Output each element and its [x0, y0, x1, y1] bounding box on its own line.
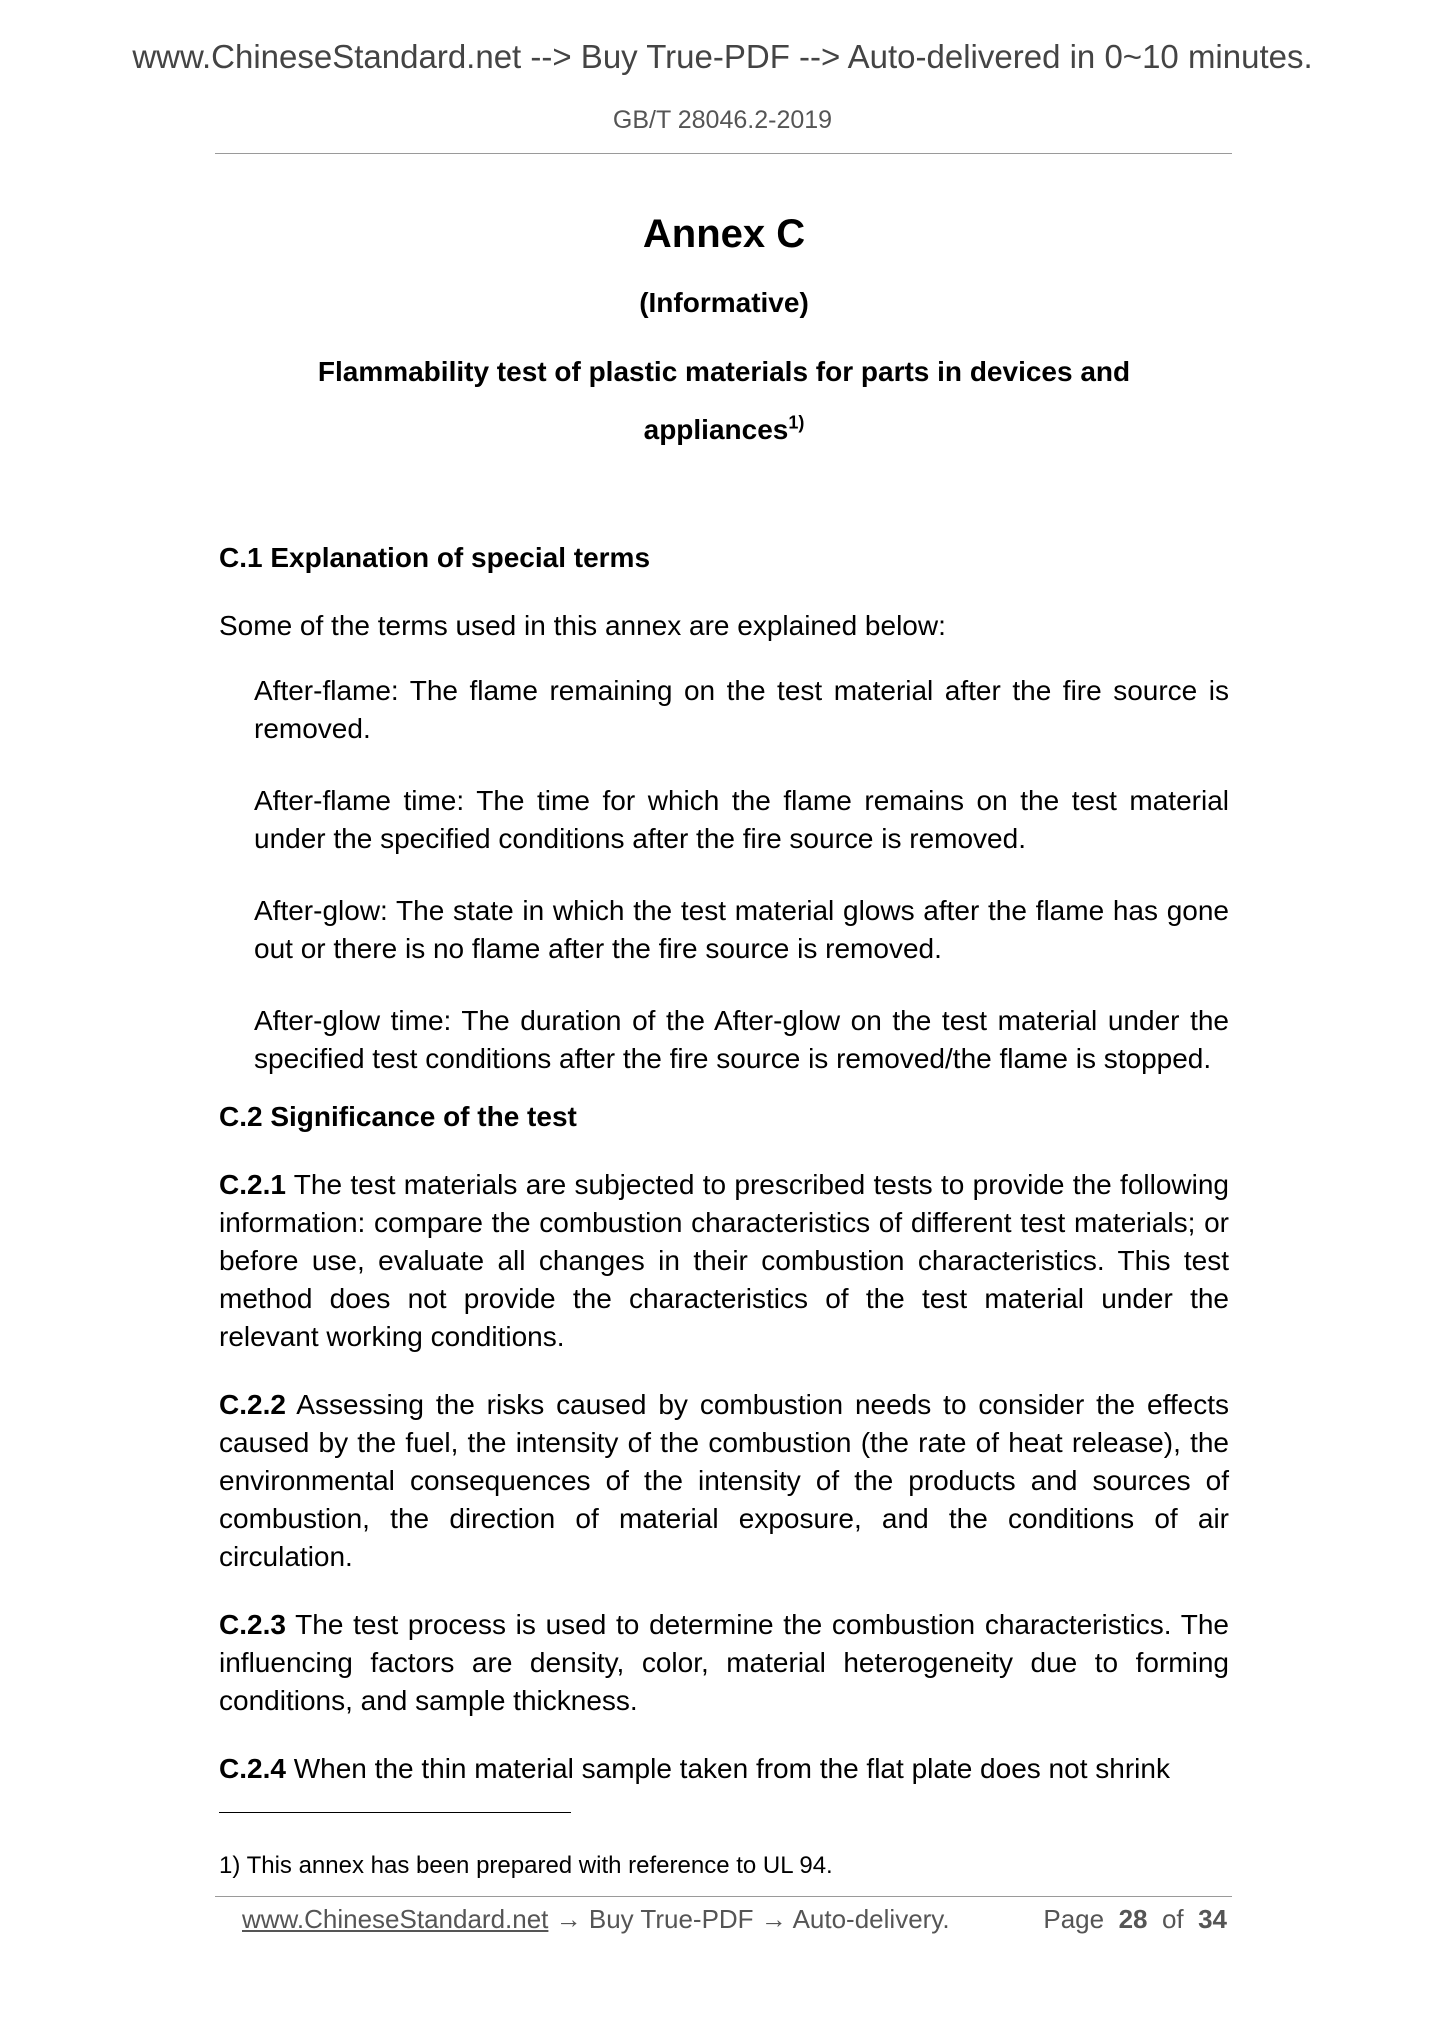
clause-number: C.2.2: [219, 1389, 286, 1420]
annex-title: Annex C: [642, 212, 806, 256]
clause-number: C.2.3: [219, 1609, 286, 1640]
clause-text: The test process is used to determine the combustion characteristics. The influencing factors are density, color, material heterogeneity due to forming conditions, and sample thickness.: [219, 1609, 1229, 1716]
footer-text: → Buy True-PDF → Auto-delivery.: [548, 1904, 950, 1934]
clause-c2-1: [219, 1166, 1229, 1356]
document-code: GB/T 28046.2-2019: [612, 106, 833, 134]
top-banner: www.ChineseStandard.net --> Buy True-PDF --> Auto-delivered in 0~10 minutes.: [132, 38, 1313, 75]
term-after-flame: After-flame: The flame remaining on the test material after the fire source is removed.: [254, 675, 1229, 744]
clause-c2-4: [219, 1750, 1229, 1788]
annex-subtitle: (Informative): [639, 287, 809, 318]
page-indicator: [1043, 1904, 1227, 1935]
footnote-divider: [219, 1812, 571, 1813]
annex-name-line2: [219, 401, 1229, 459]
header-divider: [215, 153, 1232, 154]
clause-c2-3: [219, 1606, 1229, 1720]
footer-site-link[interactable]: www.ChineseStandard.net: [242, 1904, 549, 1934]
section-c1-title: C.1 Explanation of special terms: [219, 542, 651, 573]
footer-divider: [215, 1896, 1232, 1897]
page-footer: [242, 1904, 1227, 1935]
clause-text: When the thin material sample taken from the flat plate does not shrink: [285, 1753, 1170, 1784]
clause-c2-2: [219, 1386, 1229, 1576]
term-after-glow: After-glow: The state in which the test material glows after the flame has gone out or there is no flame after the fire source is removed.: [254, 895, 1229, 964]
page-total: 34: [1198, 1904, 1227, 1934]
page-number: 28: [1118, 1904, 1148, 1934]
clause-text: Assessing the risks caused by combustion needs to consider the effects caused by the fuel, the intensity of the combustion (the rate of heat release), the environmental consequences of the intensity of the products and sources of combustion, the direction of material exposure, and the conditions of air circulation.: [219, 1389, 1229, 1572]
footnote: 1) This annex has been prepared with reference to UL 94.: [219, 1852, 833, 1879]
annex-name-line1: Flammability test of plastic materials for parts in devices and: [317, 356, 1131, 387]
term-after-glow-time: After-glow time: The duration of the After-glow on the test material under the specified test conditions after the fire source is removed/the flame is stopped.: [254, 1005, 1229, 1074]
page-label: Page: [1043, 1904, 1105, 1934]
clause-number: C.2.1: [219, 1169, 286, 1200]
annex-name: [219, 343, 1229, 459]
section-c2-title: C.2 Significance of the test: [219, 1101, 577, 1132]
annex-name-line2-text: appliances: [643, 414, 789, 445]
clause-text: The test materials are subjected to prescribed tests to provide the following information: compare the combustion characteristics of different test materials; or before use, evaluate all changes in their combustion characteristics. This test method does not provide the characteristics of the test material under the relevant working conditions.: [219, 1169, 1229, 1352]
section-c1-intro: Some of the terms used in this annex are explained below:: [219, 610, 946, 641]
term-after-flame-time: After-flame time: The time for which the flame remains on the test material under the specified conditions after the fire source is removed.: [254, 785, 1229, 854]
clause-number: C.2.4: [219, 1753, 286, 1784]
footnote-reference[interactable]: 1): [788, 412, 805, 433]
of-label: of: [1161, 1904, 1184, 1934]
